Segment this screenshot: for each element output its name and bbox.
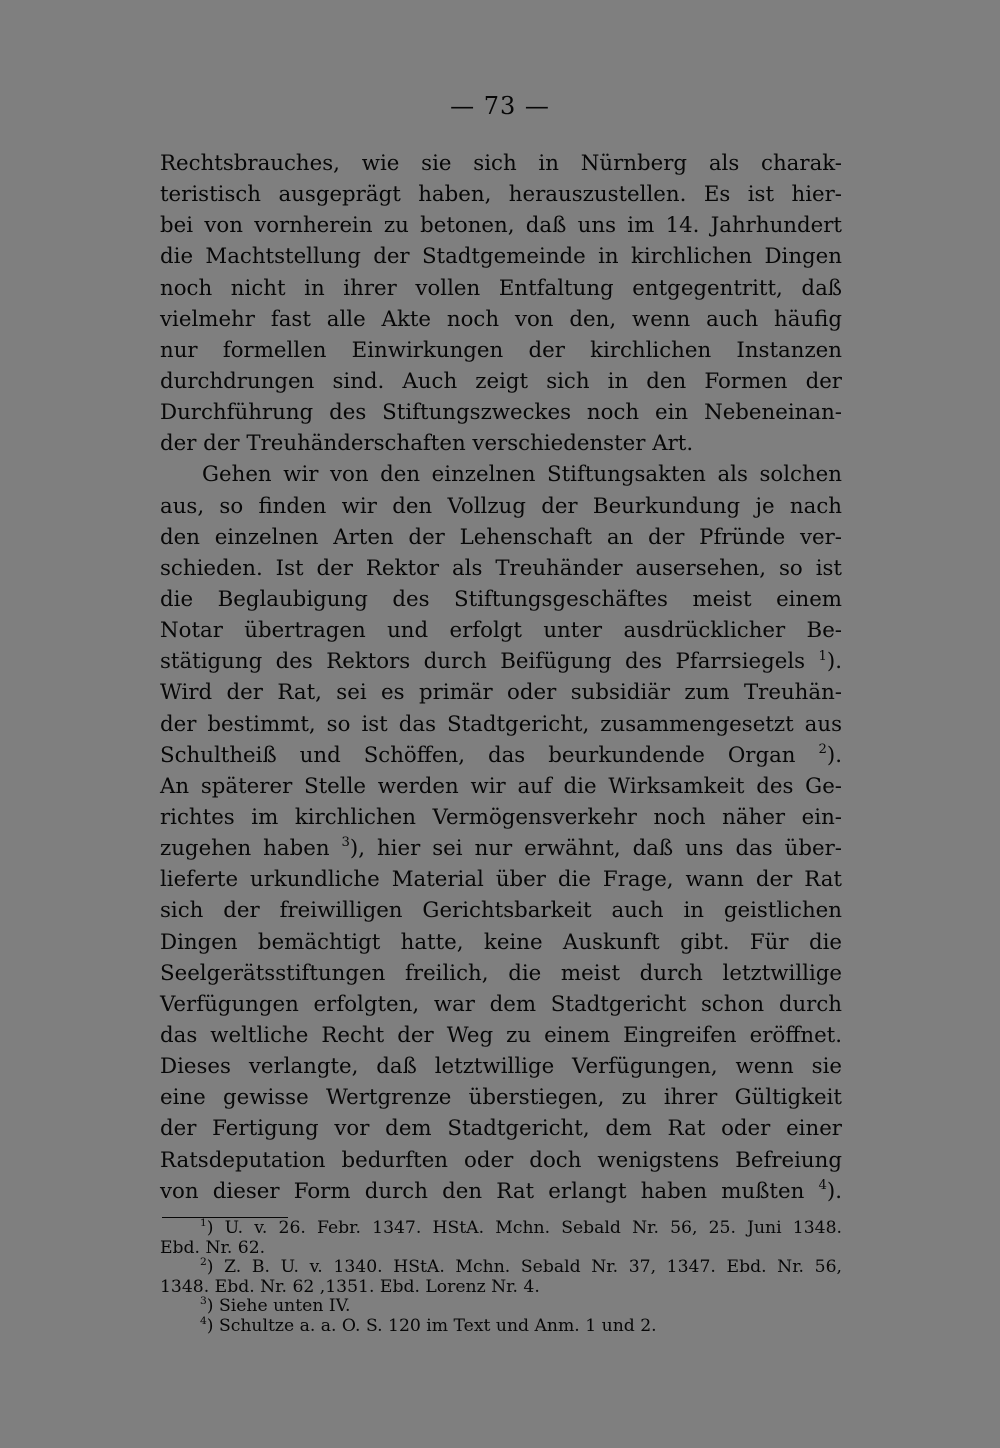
line-text: stätigung des Rektors durch Beifügung des Pfarrsiegels <box>160 649 806 675</box>
text-line: Dieses verlangte, daß letztwillige Verfügungen, wenn sie <box>160 1054 842 1080</box>
text-line: richtes im kirchlichen Vermögensverkehr noch näher ein- <box>160 804 842 830</box>
footnote-text: ) Z. B. U. v. 1340. HStA. Mchn. Sebald Nr. 37, 1347. Ebd. Nr. 56, <box>206 1257 842 1278</box>
line-text: von dieser Form durch den Rat erlangt haben mußten <box>160 1178 805 1204</box>
footnote-continuation: 1348. Ebd. Nr. 62 ,1351. Ebd. Lorenz Nr. 4. <box>160 1276 540 1297</box>
paragraph-1 <box>160 148 842 459</box>
marker-suffix: ). <box>826 649 842 675</box>
text-line-with-footnote <box>160 833 842 864</box>
text-line: die Machtstellung der Stadtgemeinde in kirchlichen Dingen <box>160 244 842 270</box>
marker-suffix: ). <box>826 742 842 768</box>
marker-suffix: ). <box>826 1178 842 1204</box>
line-text: Schultheiß und Schöffen, das beurkundende Organ <box>160 742 796 768</box>
text-line: teristisch ausgeprägt haben, herauszustellen. Es ist hier- <box>160 182 842 208</box>
footnote-text: ) U. v. 26. Febr. 1347. HStA. Mchn. Sebald Nr. 56, 25. Juni 1348. <box>206 1218 842 1238</box>
footnote-1 <box>160 1215 842 1239</box>
footnote-marker: 3 <box>341 835 350 851</box>
line-text: zugehen haben <box>160 836 330 862</box>
footnote-number: 4 <box>200 1313 207 1327</box>
text-line: Notar übertragen und erfolgt unter ausdrücklicher Be- <box>160 618 842 644</box>
footnote-number: 1 <box>200 1215 207 1229</box>
text-line: bei von vornherein zu betonen, daß uns im 14. Jahrhundert <box>160 213 842 239</box>
text-line: aus, so finden wir den Vollzug der Beurkundung je nach <box>160 493 842 519</box>
footnote-2 <box>160 1254 842 1278</box>
page-number: — 73 — <box>450 92 550 120</box>
footnote-marker: 4 <box>818 1177 827 1193</box>
text-line: der der Treuhänderschaften verschiedenster Art. <box>160 431 694 457</box>
text-line-with-footnote <box>160 646 842 677</box>
text-line: Verfügungen erfolgten, war dem Stadtgericht schon durch <box>160 991 842 1017</box>
text-line: Wird der Rat, sei es primär oder subsidiär zum Treuhän- <box>160 680 842 706</box>
footnote-number: 2 <box>200 1254 207 1268</box>
footnote-marker: 1 <box>818 648 827 664</box>
text-line: nur formellen Einwirkungen der kirchlichen Instanzen <box>160 337 842 363</box>
text-line: durchdrungen sind. Auch zeigt sich in den Formen der <box>160 368 842 394</box>
paragraph-2 <box>160 459 842 1206</box>
text-line: das weltliche Recht der Weg zu einem Eingreifen eröffnet. <box>160 1022 842 1048</box>
footnote-marker: 2 <box>818 741 827 757</box>
text-line: Durchführung des Stiftungszweckes noch ein Nebeneinan- <box>160 400 842 426</box>
text-line: den einzelnen Arten der Lehenschaft an der Pfründe ver- <box>160 524 842 550</box>
footnote-text: ) Siehe unten IV. <box>206 1296 351 1317</box>
text-line-with-footnote <box>160 740 842 771</box>
footnote-continuation: Ebd. Nr. 62. <box>160 1237 266 1258</box>
footnotes <box>160 1215 842 1337</box>
marker-suffix: ), hier sei nur erwähnt, daß uns das über- <box>349 836 843 862</box>
footnote-text: ) Schultze a. a. O. S. 120 im Text und Anm. 1 und 2. <box>206 1315 657 1336</box>
text-line: eine gewisse Wertgrenze überstiegen, zu ihrer Gültigkeit <box>160 1085 842 1111</box>
footnote-4 <box>160 1313 842 1337</box>
text-line: vielmehr fast alle Akte noch von den, wenn auch häufig <box>160 306 842 332</box>
text-line: lieferte urkundliche Material über die Frage, wann der Rat <box>160 867 842 893</box>
text-line: noch nicht in ihrer vollen Entfaltung entgegentritt, daß <box>160 275 842 301</box>
footnote-number: 3 <box>200 1294 207 1308</box>
text-line: der bestimmt, so ist das Stadtgericht, zusammengesetzt aus <box>160 711 842 737</box>
footnote-3 <box>160 1294 842 1317</box>
text-line: die Beglaubigung des Stiftungsgeschäftes meist einem <box>160 586 842 612</box>
text-line: sich der freiwilligen Gerichtsbarkeit auch in geistlichen <box>160 898 842 924</box>
text-line: Dingen bemächtigt hatte, keine Auskunft gibt. Für die <box>160 929 842 955</box>
text-line: der Fertigung vor dem Stadtgericht, dem Rat oder einer <box>160 1116 842 1142</box>
text-line: Seelgerätsstiftungen freilich, die meist durch letztwillige <box>160 960 842 986</box>
text-line: Rechtsbrauches, wie sie sich in Nürnberg als charak- <box>160 151 842 176</box>
body-text <box>160 148 842 1207</box>
text-line: schieden. Ist der Rektor als Treuhänder ausersehen, so ist <box>160 555 842 581</box>
text-line: Ratsdeputation bedurften oder doch wenigstens Befreiung <box>160 1147 842 1173</box>
text-line: Gehen wir von den einzelnen Stiftungsakten als solchen <box>202 462 842 488</box>
text-line-with-footnote <box>160 1176 842 1207</box>
text-line: An späterer Stelle werden wir auf die Wirksamkeit des Ge- <box>160 773 842 799</box>
